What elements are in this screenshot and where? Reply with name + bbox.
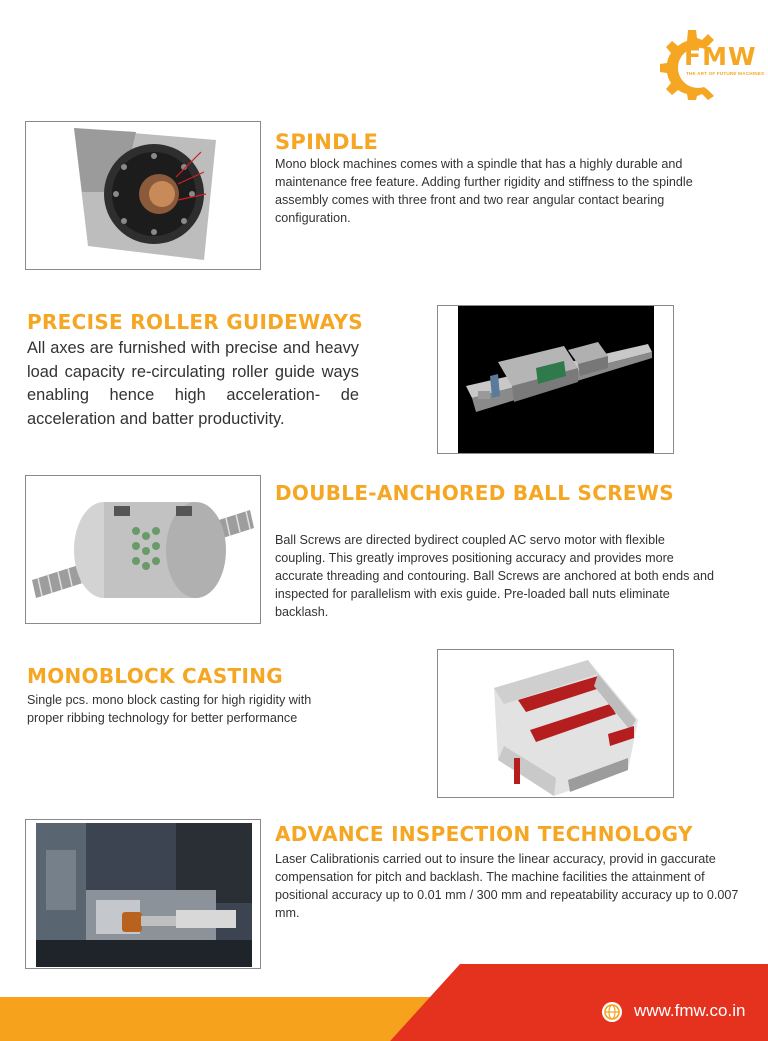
inspection-illustration [26, 820, 261, 969]
roller-guide-illustration [438, 306, 674, 454]
inspection-title: ADVANCE INSPECTION TECHNOLOGY [275, 822, 693, 846]
spindle-image [25, 121, 261, 270]
monoblock-text: Single pcs. mono block casting for high rigidity with proper ribbing technology for better performance [27, 693, 312, 725]
inspection-image [25, 819, 261, 969]
logo-name: FMW [684, 42, 757, 71]
casting-illustration [438, 650, 674, 798]
spindle-text: Mono block machines comes with a spindle that has a highly durable and maintenance free feature. Adding further rigidity and stiffness to the spindle assembly comes with three front and two rear angular contact bearing configuration. [275, 157, 693, 225]
monoblock-image [437, 649, 674, 798]
globe-icon [602, 1002, 622, 1022]
ball-screws-title: DOUBLE-ANCHORED BALL SCREWS [275, 481, 674, 505]
monoblock-title: MONOBLOCK CASTING [27, 664, 283, 688]
ball-screws-text: Ball Screws are directed bydirect coupled AC servo motor with flexible coupling. This greatly improves positioning accuracy and provides more accurate threading and contouring. Ball Screws are anchored at both ends and inspected for parallelism with exis guide. Pre-loaded ball nuts eliminate backlash. [275, 533, 714, 619]
logo-tagline: THE ART OF FUTURE MACHINES [686, 71, 765, 76]
inspection-text: Laser Calibrationis carried out to insure the linear accuracy, provid in gaccurate compensation for pitch and backlash. The machine facilities the attainment of positional accuracy up to 0.01 mm / 300 mm and repeatability accuracy up to 0.007 mm. [275, 852, 739, 920]
website-link[interactable]: www.fmw.co.in [634, 1001, 746, 1020]
guideways-text: All axes are furnished with precise and heavy load capacity re-circulating roller guide ways enabling hence high acceleration- de acceleration and batter productivity. [27, 339, 359, 428]
spindle-title: SPINDLE [275, 130, 379, 154]
ball-screw-image [25, 475, 261, 624]
spindle-illustration [26, 122, 261, 270]
ball-screw-illustration [26, 476, 261, 624]
guideways-title: PRECISE ROLLER GUIDEWAYS [27, 310, 363, 334]
guideways-image [437, 305, 674, 454]
